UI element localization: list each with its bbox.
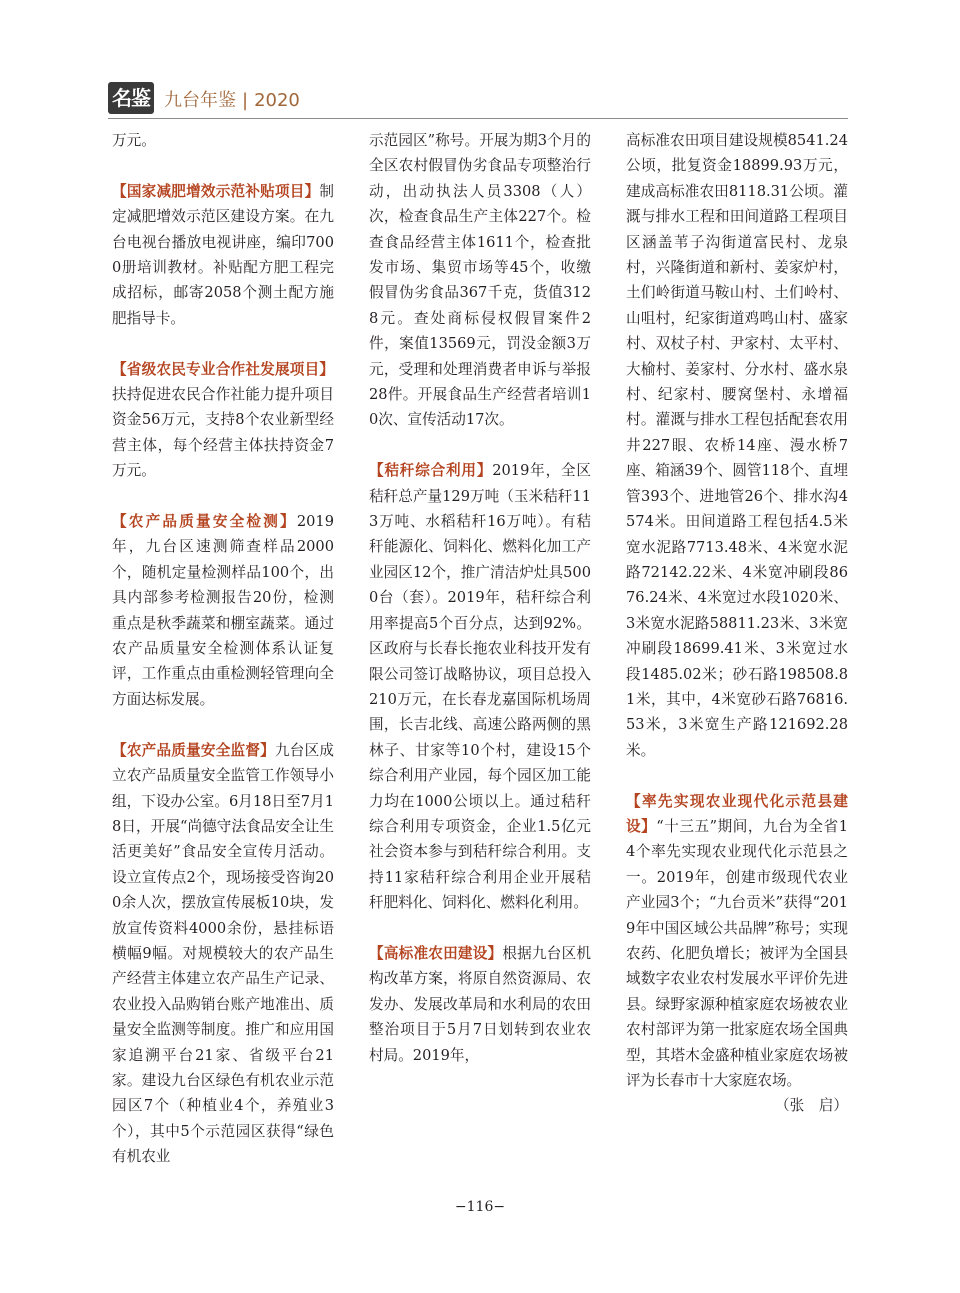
section-heading: 【农产品质量安全检测】 <box>112 513 297 531</box>
section-heading: 【省级农民专业合作社发展项目】 <box>112 360 334 378</box>
page-number: −116− <box>454 1199 506 1215</box>
text-column-2 <box>369 128 591 1068</box>
section-heading: 【农产品质量安全监督】 <box>112 741 275 759</box>
paragraph-gap <box>369 433 591 458</box>
section-paragraph <box>112 179 334 331</box>
section-heading: 【高标准农田建设】 <box>369 944 503 962</box>
paragraph-gap <box>112 153 334 178</box>
section-paragraph <box>369 458 591 915</box>
continued-text: 高标准农田项目建设规模8541.24公顷，批复资金18899.93万元，建成高标准农田8118.31公顷。灌溉与排水工程和田间道路工程项目区涵盖苇子沟街道富民村、龙泉村，兴隆街道和新村、姜家炉村，土们岭街道马鞍山村、土们岭村、山咀村，纪家街道鸡鸣山村、盛家村、双杖子村、尹家村、太平村、大榆村、姜家村、分水村、盛水泉村、纪家村、腰窝堡村、永增福村。灌溉与排水工程包括配套农用井227眼、农桥14座、漫水桥7座、箱涵39个、圆管118个、直埋管393个、进地管26个、排水沟4574米。田间道路工程包括4.5米宽水泥路7713.48米、4米宽水泥路72142.22米、4米宽冲刷段8676.24米、4米宽过水段1020米、3米宽水泥路58811.23米、3米宽冲刷段18699.41米、3米宽过水段1485.02米；砂石路198508.81米，其中，4米宽砂石路76816.53米，3米宽生产路121692.28米。 <box>626 132 848 759</box>
book-year: 2020 <box>254 90 300 111</box>
section-body: 2019年，全区秸秆总产量129万吨（玉米秸秆113万吨、水稻秸秆16万吨）。有秸秆能源化、饲料化、燃料化加工产业园区12个，推广清洁炉灶具5000台（套）。2019年，秸秆综合利用率提高5个百分点，达到92%。区政府与长春长拖农业科技开发有限公司签订战略协议，项目总投入210万元，在长春龙嘉国际机场周围，长吉北线、高速公路两侧的黑林子、甘家等10个村，建设15个综合利用产业园，每个园区加工能力均在1000公顷以上。通过秸秆综合利用专项资金，企业1.5亿元社会资本参与到秸秆综合利用。支持11家秸秆综合利用企业开展秸秆肥料化、饲料化、燃料化利用。 <box>369 462 591 912</box>
section-body: 扶持促进农民合作社能力提升项目资金56万元，支持8个农业新型经营主体，每个经营主体扶持资金7万元。 <box>112 386 334 480</box>
paragraph-gap <box>369 916 591 941</box>
paragraph-gap <box>112 331 334 356</box>
book-title: 九台年鉴 <box>164 90 236 111</box>
running-header <box>108 78 848 116</box>
section-heading: 【秸秆综合利用】 <box>369 462 493 480</box>
continued-text: 示范园区”称号。开展为期3个月的全区农村假冒伪劣食品专项整治行动，出动执法人员3308（人）次，检查食品生产主体227个。检查食品经营主体1611个，检查批发市场、集贸市场等45个，收缴假冒伪劣食品367千克，货值3128元。查处商标侵权假冒案件2件，案值13569元，罚没金额3万元，受理和处理消费者申诉与举报28件。开展食品生产经营者培训10次、宣传活动17次。 <box>369 132 591 429</box>
continued-text: 万元。 <box>112 132 156 149</box>
section-paragraph <box>626 789 848 1094</box>
section-heading: 【率先实现农业现代化示范县建设】 <box>626 792 848 835</box>
text-column-3 <box>626 128 848 1119</box>
section-paragraph <box>112 738 334 1170</box>
section-body: “十三五”期间，九台为全省14个率先实现农业现代化示范县之一。2019年，创建市级现代农业产业园3个；“九台贡米”获得“2019年中国区域公共品牌”称号；实现农药、化肥负增长；被评为全国县域数字农业农村发展水平评价先进县。绿野家源种植家庭农场被农业农村部评为第一批家庭农场全国典型，其塔木金盛种植业家庭农场被评为长春市十大家庭农场。 <box>626 817 848 1090</box>
title-separator: | <box>242 90 249 111</box>
section-body: 根据九台区机构改革方案，将原自然资源局、农发办、发展改革局和水利局的农田整治项目于5月7日划转到农业农村局。2019年， <box>369 944 591 1064</box>
header-rule <box>108 118 848 119</box>
yearbook-logo: 名鉴 <box>108 82 154 114</box>
yearbook-title <box>164 90 300 112</box>
author-credit: （张 启） <box>775 1097 848 1115</box>
paragraph-gap <box>112 484 334 509</box>
section-body: 2019年，九台区速测筛查样品2000个，随机定量检测样品100个，出具内部参考检测报告20份，检测重点是秋季蔬菜和棚室蔬菜。通过农产品质量安全检测体系认证复评，工作重点由重检测轻管理向全方面达标发展。 <box>112 513 334 708</box>
section-paragraph <box>369 941 591 1068</box>
text-column-1 <box>112 128 334 1170</box>
section-body: 制定减肥增效示范区建设方案。在九台电视台播放电视讲座，编印7000册培训教材。补贴配方肥工程完成招标，邮寄2058个测土配方施肥指导卡。 <box>112 182 334 327</box>
section-body: 九台区成立农产品质量安全监管工作领导小组，下设办公室。6月18日至7月18日，开展“尚德守法食品安全让生活更美好”食品安全宣传月活动。设立宣传点2个，现场接受咨询200余人次，摆放宣传展板10块，发放宣传资料4000余份，悬挂标语横幅9幅。对规模较大的农产品生产经营主体建立农产品生产记录、农业投入品购销台账产地准出、质量安全监测等制度。推广和应用国家追溯平台21家、省级平台21家。建设九台区绿色有机农业示范园区7个（种植业4个，养殖业3个），其中5个示范园区获得“绿色有机农业 <box>112 741 334 1166</box>
section-paragraph <box>112 509 334 712</box>
section-heading: 【国家减肥增效示范补贴项目】 <box>112 182 320 200</box>
section-paragraph <box>112 357 334 484</box>
paragraph-gap <box>626 763 848 788</box>
paragraph-gap <box>112 712 334 737</box>
